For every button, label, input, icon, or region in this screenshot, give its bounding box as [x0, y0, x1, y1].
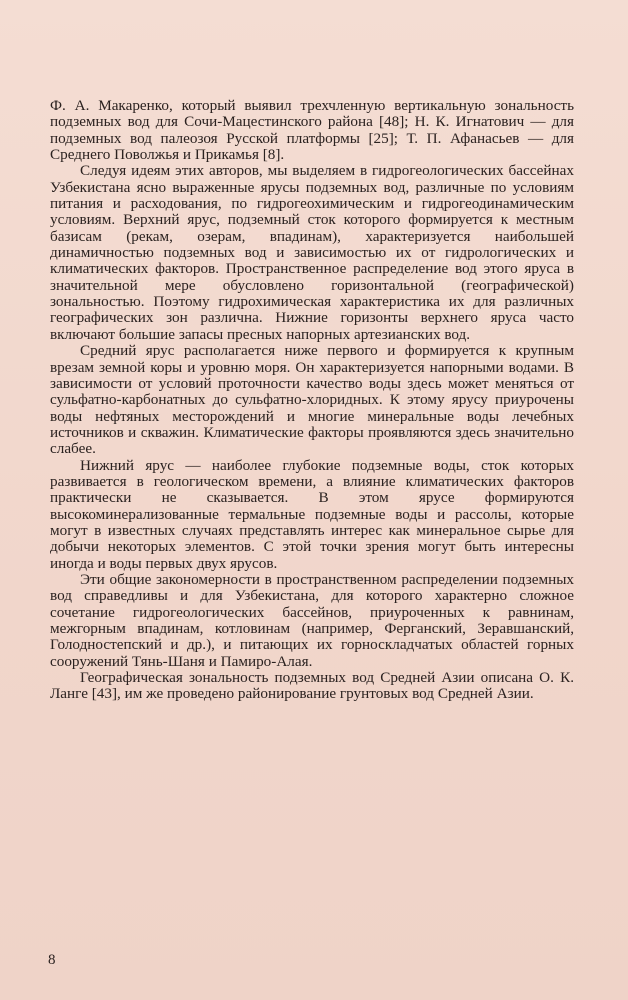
- paragraph-middle-tier: Средний ярус располагается ниже первого и формируется к крупным врезам земной коры и уровню моря. Он характеризуется напорными водами. В зависимости от условий проточности качество воды здесь может меняться от сульфатно-карбонатных до сульфатно-хлоридных. К этому ярусу приурочены воды нефтяных месторождений и многие минеральные воды лечебных источников и скважин. Климатические факторы проявляются здесь значительно слабее.: [50, 342, 574, 458]
- body-text: [50, 98, 574, 703]
- paragraph-continuation: Ф. А. Макаренко, который выявил трехчленную вертикальную зональность подземных вод для Сочи-Мацестинского района [48]; Н. К. Игнатович — для подземных вод палеозоя Русской платформы [25]; Т. П. Афанасьев — для Среднего Поволжья и Прикамья [8].: [50, 97, 574, 164]
- paragraph-tiers-intro: Следуя идеям этих авторов, мы выделяем в гидрогеологических бассейнах Узбекистана ясно выраженные ярусы подземных вод, различные по условиям питания и расходования, по гидрогеохимическим и гидрогеодинамическим условиям. Верхний ярус, подземный сток которого формируется к местным базисам (рекам, озерам, впадинам), характеризуется наибольшей динамичностью подземных вод и зависимостью их от гидрологических и климатических факторов. Пространственное распределение вод этого яруса в значительной мере обусловлено горизонтальной (географической) зональностью. Поэтому гидрохимическая характеристика их для различных географических зон различна. Нижние горизонты верхнего яруса часто включают большие запасы пресных напорных артезианских вод.: [50, 162, 574, 343]
- paragraph-lower-tier: Нижний ярус — наиболее глубокие подземные воды, сток которых развивается в геологическом времени, а влияние климатических факторов практически не сказывается. В этом ярусе формируются высокоминерализованные термальные подземные воды и рассолы, которые могут в известных случаях представлять интерес как минеральное сырье для добычи некоторых элементов. С этой точки зрения могут быть интересны иногда и воды первых двух ярусов.: [50, 456, 574, 572]
- paragraph-zonality: Географическая зональность подземных вод Средней Азии описана О. К. Ланге [43], им же проведено районирование грунтовых вод Средней Азии.: [50, 669, 574, 703]
- page-number: 8: [48, 952, 56, 968]
- paragraph-uzbekistan: Эти общие закономерности в пространственном распределении подземных вод справедливы и для Узбекистана, для которого характерно сложное сочетание гидрогеологических бассейнов, приуроченных к равнинам, межгорным впадинам, котловинам (например, Ферганский, Зеравшанский, Голодностепский и др.), и питающих их горноскладчатых областей горных сооружений Тянь-Шаня и Памиро-Алая.: [50, 570, 574, 670]
